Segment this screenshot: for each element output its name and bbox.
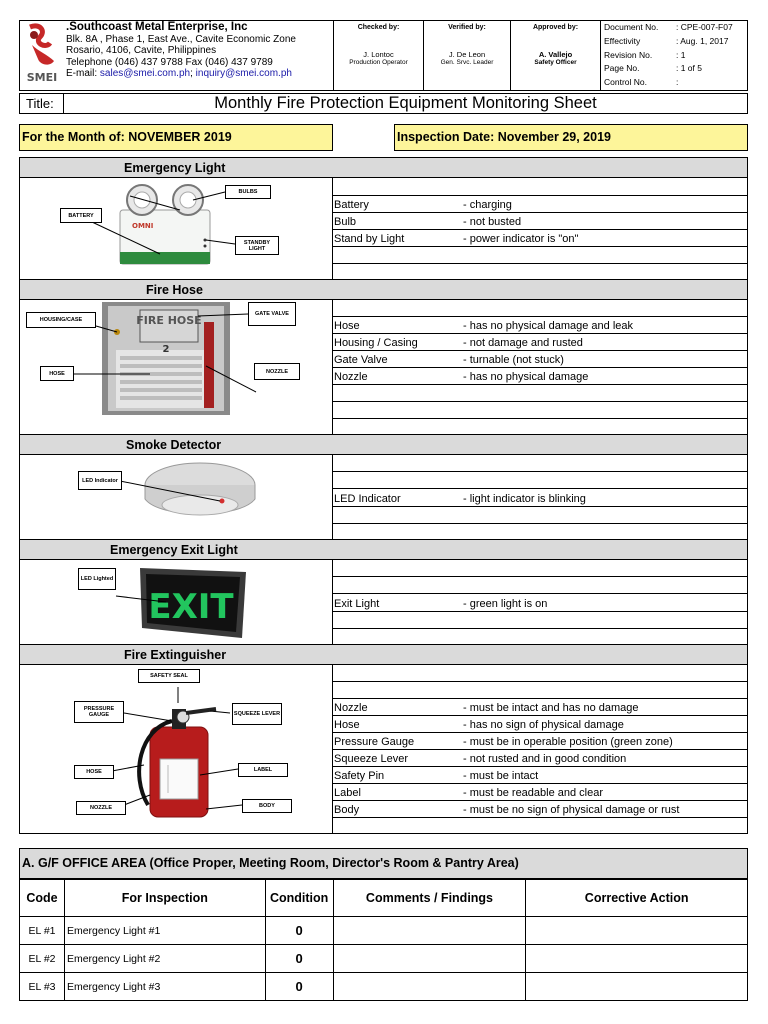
checklist-row: LED Indicator - light indicator is blinking <box>333 489 747 507</box>
svg-text:FIRE HOSE: FIRE HOSE <box>136 314 202 327</box>
checklist-row <box>333 612 747 629</box>
month-field: For the Month of: NOVEMBER 2019 <box>19 124 333 151</box>
checklist-row <box>333 577 747 594</box>
signatory-name: J. De Leon <box>448 50 486 59</box>
column-header-comments: Comments / Findings <box>333 880 526 917</box>
callout-nozzle: NOZZLE <box>76 801 126 815</box>
inspection-table <box>19 879 748 1001</box>
action-cell[interactable] <box>526 917 748 945</box>
checklist-row: Bulb - not busted <box>333 213 747 230</box>
checklist-row: Body - must be no sign of physical damage or rust <box>333 801 747 818</box>
item-cell: Emergency Light #2 <box>64 945 265 973</box>
email-line: E-mail: sales@smei.com.ph; inquiry@smei.com.ph <box>66 68 292 79</box>
signatory-name: J. Lontoc <box>363 50 394 59</box>
callout-pressure-gauge: PRESSURE GAUGE <box>74 701 124 723</box>
section-fire-hose <box>19 279 748 435</box>
callout-gate-valve: GATE VALVE <box>248 302 296 326</box>
checklist-row <box>333 455 747 472</box>
condition-cell[interactable]: 0 <box>265 945 333 973</box>
section-smoke-detector <box>19 434 748 540</box>
condition-cell[interactable]: 0 <box>265 973 333 1001</box>
checklist-row <box>333 247 747 264</box>
checklist-row <box>333 665 747 682</box>
checklist-row: Gate Valve - turnable (not stuck) <box>333 351 747 368</box>
doc-info-row: Control No. : <box>604 77 679 88</box>
checklist-row <box>333 560 747 577</box>
code-cell: EL #3 <box>20 973 65 1001</box>
code-cell: EL #2 <box>20 945 65 973</box>
checklist-row <box>333 402 747 419</box>
emergency-light-figure <box>20 178 333 279</box>
callout-housing: HOUSING/CASE <box>26 312 96 328</box>
checklist-row <box>333 629 747 644</box>
inspection-date-field: Inspection Date: November 29, 2019 <box>394 124 748 151</box>
signatory-name: A. Vallejo <box>538 50 573 59</box>
callout-safety-seal: SAFETY SEAL <box>138 669 200 683</box>
section-header: Fire Hose <box>20 280 747 300</box>
callout-label: LABEL <box>238 763 288 777</box>
table-row <box>20 945 748 973</box>
signatory-position: Production Operator <box>349 59 408 66</box>
checklist-row: Housing / Casing - not damage and rusted <box>333 334 747 351</box>
action-cell[interactable] <box>526 945 748 973</box>
checklist-row: Squeeze Lever - not rusted and in good condition <box>333 750 747 767</box>
callout-hose: HOSE <box>40 366 74 381</box>
checked-by-cell: Checked by: J. Lontoc Production Operator <box>333 21 423 90</box>
checklist-row <box>333 472 747 489</box>
checklist-row <box>333 682 747 699</box>
exit-light-figure <box>20 560 333 644</box>
item-cell: Emergency Light #1 <box>64 917 265 945</box>
verified-by-cell: Verified by: J. De Leon Gen. Srvc. Leader <box>423 21 510 90</box>
telephone-line: Telephone (046) 437 9788 Fax (046) 437 9789 <box>66 56 273 68</box>
signatory-position: Gen. Srvc. Leader <box>440 59 494 66</box>
company-logo <box>20 21 65 90</box>
item-cell: Emergency Light #3 <box>64 973 265 1001</box>
svg-text:SMEI: SMEI <box>26 71 58 84</box>
checklist-row: Hose - has no physical damage and leak <box>333 317 747 334</box>
callout-led-indicator: LED Indicator <box>78 471 122 490</box>
table-header-row <box>20 880 748 917</box>
signatory-position: Safety Officer <box>534 59 577 66</box>
fire-hose-figure <box>20 300 333 434</box>
checklist-row: Safety Pin - must be intact <box>333 767 747 784</box>
checklist-row: Hose - has no sign of physical damage <box>333 716 747 733</box>
checklist-row <box>333 178 747 196</box>
comments-cell[interactable] <box>333 945 526 973</box>
approved-by-cell: Approved by: A. Vallejo Safety Officer <box>510 21 600 90</box>
document-header <box>19 20 748 91</box>
comments-cell[interactable] <box>333 917 526 945</box>
section-fire-extinguisher <box>19 644 748 834</box>
section-header: Fire Extinguisher <box>20 645 747 665</box>
title-label: Title: <box>20 94 64 113</box>
table-row <box>20 917 748 945</box>
document-info <box>600 21 748 90</box>
company-name: .Southcoast Metal Enterprise, Inc <box>66 21 248 33</box>
section-header: Emergency Exit Light <box>20 540 747 560</box>
svg-text:EXIT: EXIT <box>148 587 234 627</box>
column-header-action: Corrective Action <box>526 880 748 917</box>
doc-info-row: Page No. : 1 of 5 <box>604 63 702 74</box>
checklist-row <box>333 818 747 833</box>
code-cell: EL #1 <box>20 917 65 945</box>
email-link[interactable]: inquiry@smei.com.ph <box>195 68 292 79</box>
area-header: A. G/F OFFICE AREA (Office Proper, Meeting Room, Director's Room & Pantry Area) <box>19 848 748 879</box>
table-row <box>20 973 748 1001</box>
action-cell[interactable] <box>526 973 748 1001</box>
condition-cell[interactable]: 0 <box>265 917 333 945</box>
callout-body: BODY <box>242 799 292 813</box>
doc-info-row: Document No. : CPE-007-F07 <box>604 22 733 32</box>
smoke-detector-figure <box>20 455 333 539</box>
callout-battery: BATTERY <box>60 208 102 223</box>
section-header: Smoke Detector <box>20 435 747 455</box>
checklist-row <box>333 385 747 402</box>
callout-squeeze-lever: SQUEEZE LEVER <box>232 703 282 725</box>
comments-cell[interactable] <box>333 973 526 1001</box>
callout-bulbs: BULBS <box>225 185 271 199</box>
column-header-code: Code <box>20 880 65 917</box>
doc-info-row: Revision No. : 1 <box>604 49 686 60</box>
email-link[interactable]: sales@smei.com.ph <box>99 68 191 79</box>
callout-nozzle: NOZZLE <box>254 363 300 380</box>
callout-led-lighted: LED Lighted <box>78 568 116 590</box>
checklist-row <box>333 524 747 539</box>
column-header-condition: Condition <box>265 880 333 917</box>
checklist-row: Label - must be readable and clear <box>333 784 747 801</box>
address-line: Blk. 8A , Phase 1, East Ave., Cavite Economic Zone <box>66 33 296 45</box>
checklist-row <box>333 300 747 317</box>
checklist-row: Stand by Light - power indicator is "on" <box>333 230 747 247</box>
svg-text:2: 2 <box>162 344 170 355</box>
checklist-row: Nozzle - must be intact and has no damage <box>333 699 747 716</box>
title-bar <box>19 93 748 114</box>
callout-hose: HOSE <box>74 765 114 779</box>
checklist-row: Exit Light - green light is on <box>333 594 747 612</box>
company-info <box>66 22 351 80</box>
checklist-row <box>333 507 747 524</box>
section-emergency-light <box>19 157 748 280</box>
section-header: Emergency Light <box>20 158 747 178</box>
address-line: Rosario, 4106, Cavite, Philippines <box>66 45 217 56</box>
svg-text:OMNI: OMNI <box>132 222 154 230</box>
callout-standby-light: STANDBY LIGHT <box>235 236 279 255</box>
column-header-item: For Inspection <box>64 880 265 917</box>
section-exit-light <box>19 539 748 645</box>
checklist-row: Nozzle - has no physical damage <box>333 368 747 385</box>
checklist-row: Battery - charging <box>333 196 747 213</box>
fire-extinguisher-figure <box>20 665 333 833</box>
page-title: Monthly Fire Protection Equipment Monitoring Sheet <box>214 94 597 112</box>
checklist-row: Pressure Gauge - must be in operable position (green zone) <box>333 733 747 750</box>
doc-info-row: Effectivity : Aug. 1, 2017 <box>604 35 729 46</box>
